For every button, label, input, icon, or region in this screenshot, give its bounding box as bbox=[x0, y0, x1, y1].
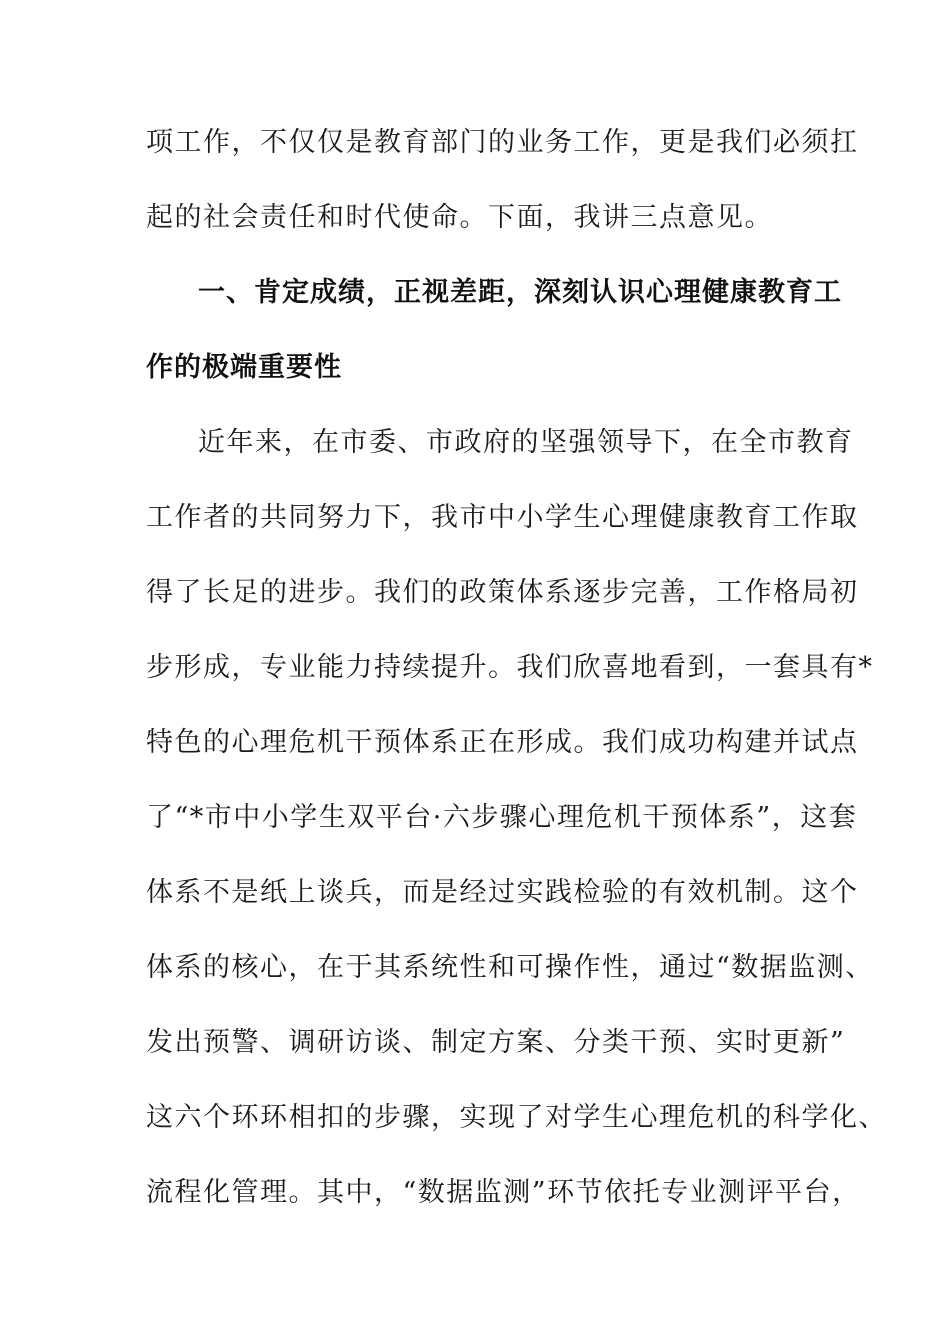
body-text-line-3: 近年来，在市委、市政府的坚强领导下，在全市教育 bbox=[198, 427, 854, 458]
body-text-line-2: 起的社会责任和时代使命。下面，我讲三点意见。 bbox=[146, 202, 773, 233]
body-text-line-10: 体系的核心，在于其系统性和可操作性，通过“数据监测、 bbox=[146, 952, 874, 983]
body-text-line-13: 流程化管理。其中，“数据监测”环节依托专业测评平台， bbox=[146, 1177, 861, 1208]
body-text-line-1: 项工作，不仅仅是教育部门的业务工作，更是我们必须扛 bbox=[146, 127, 859, 158]
body-text-line-9: 体系不是纸上谈兵，而是经过实践检验的有效机制。这个 bbox=[146, 877, 859, 908]
body-text-line-11: 发出预警、调研访谈、制定方案、分类干预、实时更新” bbox=[146, 1027, 846, 1058]
body-text-line-4: 工作者的共同努力下，我市中小学生心理健康教育工作取 bbox=[146, 502, 859, 533]
body-text-line-5: 得了长足的进步。我们的政策体系逐步完善，工作格局初 bbox=[146, 577, 859, 608]
body-text-line-12: 这六个环环相扣的步骤，实现了对学生心理危机的科学化、 bbox=[146, 1102, 887, 1133]
body-text-line-7: 特色的心理危机干预体系正在形成。我们成功构建并试点 bbox=[146, 727, 859, 758]
section-heading-line-1: 一、肯定成绩，正视差距，深刻认识心理健康教育工 bbox=[198, 277, 842, 308]
body-text-line-8: 了“*市中小学生双平台·六步骤心理危机干预体系”，这套 bbox=[146, 802, 858, 833]
body-text-line-6: 步形成，专业能力持续提升。我们欣喜地看到，一套具有* bbox=[146, 652, 874, 683]
section-heading-line-2: 作的极端重要性 bbox=[146, 352, 342, 383]
